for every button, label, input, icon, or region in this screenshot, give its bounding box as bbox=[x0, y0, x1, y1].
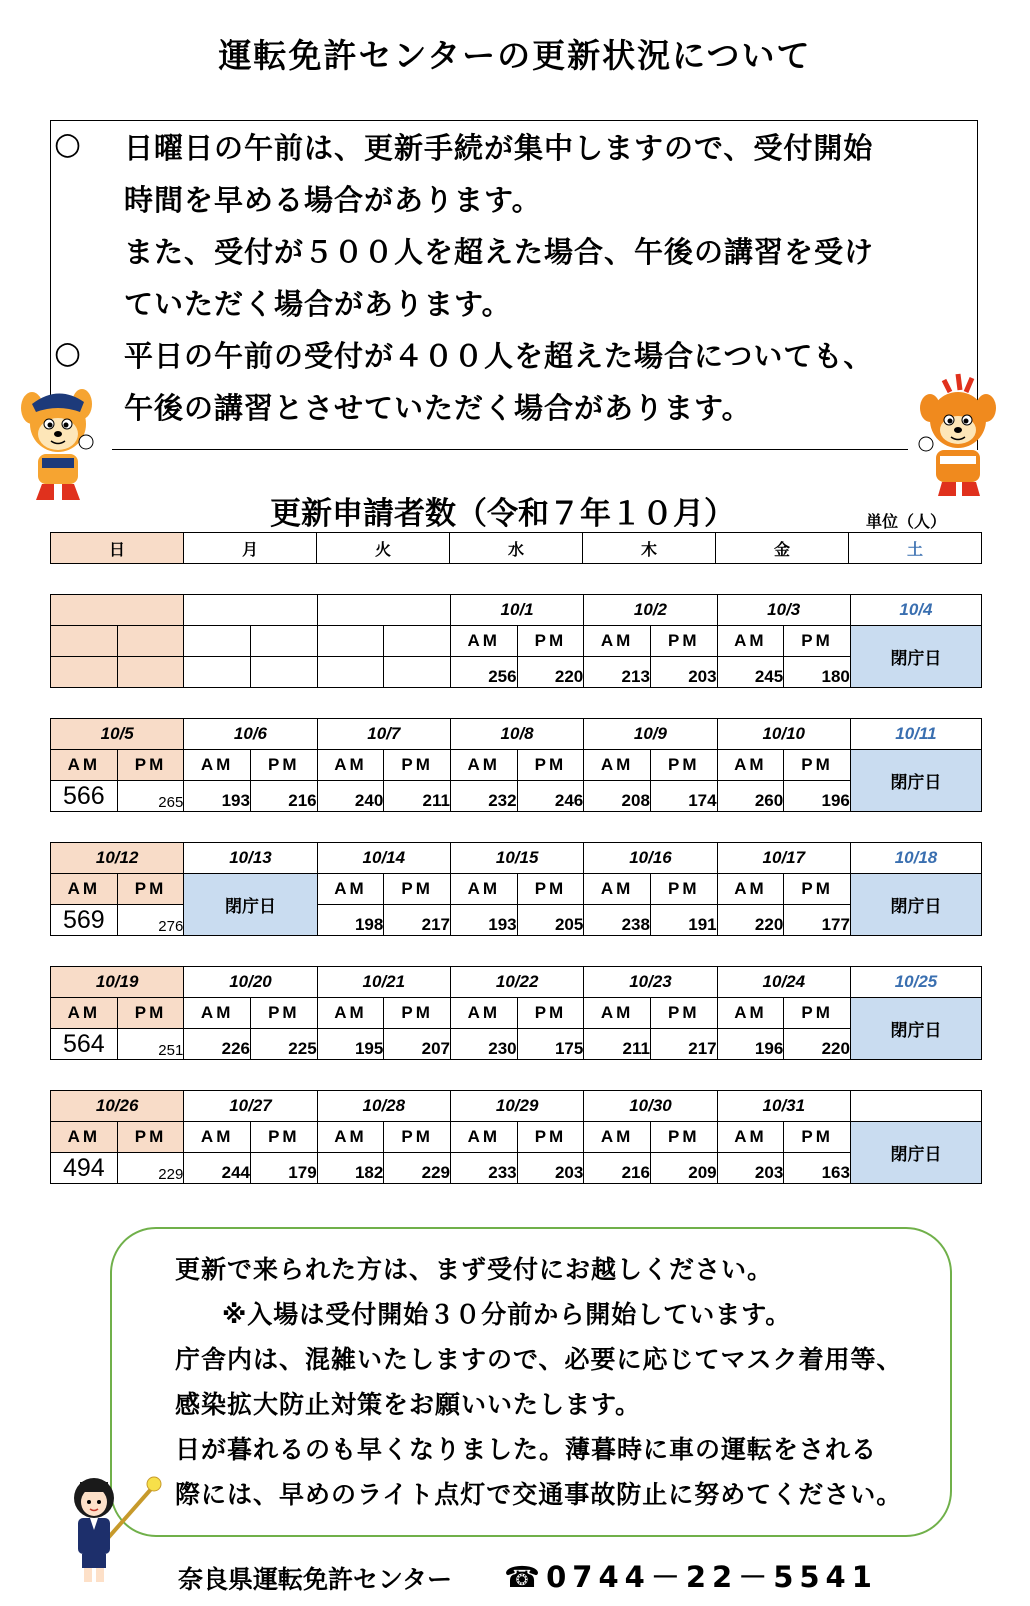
weekday-sun: 日 bbox=[51, 533, 184, 564]
date-cell bbox=[184, 595, 317, 626]
date-cell bbox=[317, 595, 450, 626]
am-label: AM bbox=[317, 750, 384, 781]
empty-cell bbox=[184, 626, 251, 657]
police-mascot-left-image bbox=[18, 382, 104, 506]
pm-label: PM bbox=[384, 1122, 451, 1153]
pm-count: 220 bbox=[784, 1029, 851, 1060]
notice-line-4: ていただく場合があります。 bbox=[124, 287, 512, 321]
am-count: 216 bbox=[584, 1153, 651, 1184]
am-label: AM bbox=[717, 998, 784, 1029]
pm-label: PM bbox=[117, 750, 184, 781]
date-cell: 10/15 bbox=[450, 843, 583, 874]
date-cell: 10/1 bbox=[450, 595, 583, 626]
am-label: AM bbox=[717, 1122, 784, 1153]
pm-count: 203 bbox=[650, 657, 717, 688]
am-count: 232 bbox=[450, 781, 517, 812]
am-count: 211 bbox=[584, 1029, 651, 1060]
section-subtitle: 更新申請者数（令和７年１０月） bbox=[270, 496, 735, 532]
pm-count: 175 bbox=[517, 1029, 584, 1060]
empty-cell bbox=[317, 626, 384, 657]
pm-label: PM bbox=[784, 874, 851, 905]
notice-line-6: 午後の講習とさせていただく場合があります。 bbox=[124, 391, 752, 425]
am-count: 195 bbox=[317, 1029, 384, 1060]
am-label: AM bbox=[317, 874, 384, 905]
closed-day-cell: 閉庁日 bbox=[850, 626, 981, 688]
date-cell bbox=[51, 595, 184, 626]
am-label: AM bbox=[584, 874, 651, 905]
date-cell: 10/4 bbox=[850, 595, 981, 626]
am-label: AM bbox=[717, 626, 784, 657]
date-cell: 10/19 bbox=[51, 967, 184, 998]
pm-count: 246 bbox=[517, 781, 584, 812]
am-count: 213 bbox=[584, 657, 651, 688]
am-count: 240 bbox=[317, 781, 384, 812]
am-count: 203 bbox=[717, 1153, 784, 1184]
notice-bullet-2: ○ bbox=[54, 335, 82, 371]
date-cell: 10/31 bbox=[717, 1091, 850, 1122]
pm-count: 180 bbox=[784, 657, 851, 688]
info-line-2: ※入場は受付開始３０分前から開始しています。 bbox=[222, 1300, 792, 1329]
notice-bullet-1: ○ bbox=[54, 126, 82, 162]
date-cell: 10/14 bbox=[317, 843, 450, 874]
am-label: AM bbox=[184, 750, 251, 781]
notice-divider bbox=[112, 449, 908, 450]
closed-day-cell: 閉庁日 bbox=[850, 750, 981, 812]
date-cell: 10/28 bbox=[317, 1091, 450, 1122]
am-label: AM bbox=[450, 750, 517, 781]
weekday-fri: 金 bbox=[716, 533, 849, 564]
am-label: AM bbox=[584, 998, 651, 1029]
empty-cell bbox=[117, 657, 184, 688]
pm-count: 225 bbox=[250, 1029, 317, 1060]
pm-count: 265 bbox=[117, 781, 184, 812]
date-cell: 10/2 bbox=[584, 595, 717, 626]
pm-count: 276 bbox=[117, 905, 184, 936]
date-cell: 10/23 bbox=[584, 967, 717, 998]
footer-phone: ☎0744－22－5541 bbox=[504, 1560, 878, 1594]
am-count: 494 bbox=[51, 1153, 118, 1184]
weekday-thu: 木 bbox=[583, 533, 716, 564]
footer-center-name: 奈良県運転免許センター bbox=[178, 1565, 453, 1594]
pm-label: PM bbox=[250, 1122, 317, 1153]
am-count: 182 bbox=[317, 1153, 384, 1184]
am-label: AM bbox=[450, 874, 517, 905]
date-cell bbox=[850, 1091, 981, 1122]
guide-girl-image bbox=[64, 1468, 168, 1584]
pm-count: 205 bbox=[517, 905, 584, 936]
date-cell: 10/22 bbox=[450, 967, 583, 998]
empty-cell bbox=[384, 626, 451, 657]
empty-cell bbox=[250, 657, 317, 688]
date-cell: 10/10 bbox=[717, 719, 850, 750]
date-cell: 10/27 bbox=[184, 1091, 317, 1122]
pm-count: 211 bbox=[384, 781, 451, 812]
pm-label: PM bbox=[384, 750, 451, 781]
date-cell: 10/21 bbox=[317, 967, 450, 998]
pm-label: PM bbox=[784, 1122, 851, 1153]
weekday-mon: 月 bbox=[184, 533, 317, 564]
pm-count: 220 bbox=[517, 657, 584, 688]
pm-count: 174 bbox=[650, 781, 717, 812]
pm-count: 191 bbox=[650, 905, 717, 936]
info-line-3: 庁舎内は、混雑いたしますので、必要に応じてマスク着用等、 bbox=[175, 1345, 903, 1374]
notice-line-3: また、受付が５００人を超えた場合、午後の講習を受け bbox=[124, 235, 875, 269]
week-table bbox=[50, 718, 982, 812]
pm-label: PM bbox=[384, 998, 451, 1029]
am-label: AM bbox=[717, 874, 784, 905]
am-count: 566 bbox=[51, 781, 118, 812]
pm-label: PM bbox=[517, 750, 584, 781]
closed-day-cell: 閉庁日 bbox=[184, 874, 317, 936]
pm-count: 251 bbox=[117, 1029, 184, 1060]
date-cell: 10/3 bbox=[717, 595, 850, 626]
date-cell: 10/5 bbox=[51, 719, 184, 750]
police-mascot-right-image bbox=[914, 372, 1004, 502]
pm-label: PM bbox=[117, 998, 184, 1029]
date-cell: 10/25 bbox=[850, 967, 981, 998]
date-cell: 10/18 bbox=[850, 843, 981, 874]
week-table bbox=[50, 842, 982, 936]
am-count: 226 bbox=[184, 1029, 251, 1060]
notice-line-1: 日曜日の午前は、更新手続が集中しますので、受付開始 bbox=[124, 131, 874, 165]
date-cell: 10/12 bbox=[51, 843, 184, 874]
am-label: AM bbox=[450, 626, 517, 657]
date-cell: 10/29 bbox=[450, 1091, 583, 1122]
am-count: 256 bbox=[450, 657, 517, 688]
empty-cell bbox=[184, 657, 251, 688]
pm-count: 196 bbox=[784, 781, 851, 812]
am-label: AM bbox=[584, 626, 651, 657]
pm-label: PM bbox=[650, 1122, 717, 1153]
am-count: 245 bbox=[717, 657, 784, 688]
date-cell: 10/17 bbox=[717, 843, 850, 874]
pm-label: PM bbox=[517, 1122, 584, 1153]
page-title: 運転免許センターの更新状況について bbox=[218, 36, 812, 75]
am-label: AM bbox=[584, 1122, 651, 1153]
notice-line-2: 時間を早める場合があります。 bbox=[124, 183, 542, 217]
weekday-wed: 水 bbox=[450, 533, 583, 564]
pm-count: 163 bbox=[784, 1153, 851, 1184]
empty-cell bbox=[250, 626, 317, 657]
info-line-5: 日が暮れるのも早くなりました。薄暮時に車の運転をされる bbox=[175, 1435, 878, 1464]
pm-label: PM bbox=[517, 626, 584, 657]
week-table bbox=[50, 1090, 982, 1184]
date-cell: 10/16 bbox=[584, 843, 717, 874]
am-count: 193 bbox=[450, 905, 517, 936]
empty-cell bbox=[384, 657, 451, 688]
unit-label: 単位（人） bbox=[866, 512, 947, 531]
pm-label: PM bbox=[784, 998, 851, 1029]
am-count: 198 bbox=[317, 905, 384, 936]
pm-label: PM bbox=[650, 626, 717, 657]
week-table bbox=[50, 966, 982, 1060]
empty-cell bbox=[117, 626, 184, 657]
empty-cell bbox=[317, 657, 384, 688]
closed-day-cell: 閉庁日 bbox=[850, 1122, 981, 1184]
date-cell: 10/6 bbox=[184, 719, 317, 750]
am-count: 564 bbox=[51, 1029, 118, 1060]
date-cell: 10/30 bbox=[584, 1091, 717, 1122]
am-label: AM bbox=[584, 750, 651, 781]
date-cell: 10/9 bbox=[584, 719, 717, 750]
pm-label: PM bbox=[250, 750, 317, 781]
date-cell: 10/11 bbox=[850, 719, 981, 750]
am-count: 569 bbox=[51, 905, 118, 936]
date-cell: 10/13 bbox=[184, 843, 317, 874]
am-count: 233 bbox=[450, 1153, 517, 1184]
am-label: AM bbox=[317, 998, 384, 1029]
am-label: AM bbox=[51, 1122, 118, 1153]
closed-day-cell: 閉庁日 bbox=[850, 874, 981, 936]
empty-cell bbox=[51, 657, 118, 688]
empty-cell bbox=[51, 626, 118, 657]
am-count: 220 bbox=[717, 905, 784, 936]
pm-label: PM bbox=[784, 626, 851, 657]
am-label: AM bbox=[717, 750, 784, 781]
week-table bbox=[50, 594, 982, 688]
pm-label: PM bbox=[517, 874, 584, 905]
am-label: AM bbox=[51, 998, 118, 1029]
pm-label: PM bbox=[650, 998, 717, 1029]
am-count: 196 bbox=[717, 1029, 784, 1060]
pm-count: 177 bbox=[784, 905, 851, 936]
am-count: 238 bbox=[584, 905, 651, 936]
date-cell: 10/20 bbox=[184, 967, 317, 998]
info-line-1: 更新で来られた方は、まず受付にお越しください。 bbox=[175, 1255, 774, 1284]
am-count: 193 bbox=[184, 781, 251, 812]
am-label: AM bbox=[184, 1122, 251, 1153]
pm-count: 217 bbox=[650, 1029, 717, 1060]
pm-label: PM bbox=[250, 998, 317, 1029]
date-cell: 10/26 bbox=[51, 1091, 184, 1122]
pm-count: 217 bbox=[384, 905, 451, 936]
am-count: 260 bbox=[717, 781, 784, 812]
info-line-6: 際には、早めのライト点灯で交通事故防止に努めてください。 bbox=[175, 1480, 903, 1509]
weekday-sat: 土 bbox=[849, 533, 982, 564]
pm-count: 207 bbox=[384, 1029, 451, 1060]
pm-count: 209 bbox=[650, 1153, 717, 1184]
pm-label: PM bbox=[650, 750, 717, 781]
am-count: 208 bbox=[584, 781, 651, 812]
closed-day-cell: 閉庁日 bbox=[850, 998, 981, 1060]
am-label: AM bbox=[450, 998, 517, 1029]
pm-label: PM bbox=[517, 998, 584, 1029]
pm-label: PM bbox=[384, 874, 451, 905]
weekday-header bbox=[50, 532, 982, 564]
pm-count: 216 bbox=[250, 781, 317, 812]
am-count: 230 bbox=[450, 1029, 517, 1060]
pm-label: PM bbox=[784, 750, 851, 781]
am-count: 244 bbox=[184, 1153, 251, 1184]
date-cell: 10/7 bbox=[317, 719, 450, 750]
info-line-4: 感染拡大防止対策をお願いいたします。 bbox=[175, 1390, 642, 1419]
am-label: AM bbox=[51, 874, 118, 905]
pm-count: 229 bbox=[117, 1153, 184, 1184]
weekday-tue: 火 bbox=[317, 533, 450, 564]
am-label: AM bbox=[184, 998, 251, 1029]
pm-count: 229 bbox=[384, 1153, 451, 1184]
pm-count: 179 bbox=[250, 1153, 317, 1184]
date-cell: 10/24 bbox=[717, 967, 850, 998]
am-label: AM bbox=[51, 750, 118, 781]
pm-label: PM bbox=[650, 874, 717, 905]
pm-count: 203 bbox=[517, 1153, 584, 1184]
am-label: AM bbox=[450, 1122, 517, 1153]
pm-label: PM bbox=[117, 874, 184, 905]
notice-line-5: 平日の午前の受付が４００人を超えた場合についても、 bbox=[124, 339, 874, 373]
pm-label: PM bbox=[117, 1122, 184, 1153]
date-cell: 10/8 bbox=[450, 719, 583, 750]
am-label: AM bbox=[317, 1122, 384, 1153]
